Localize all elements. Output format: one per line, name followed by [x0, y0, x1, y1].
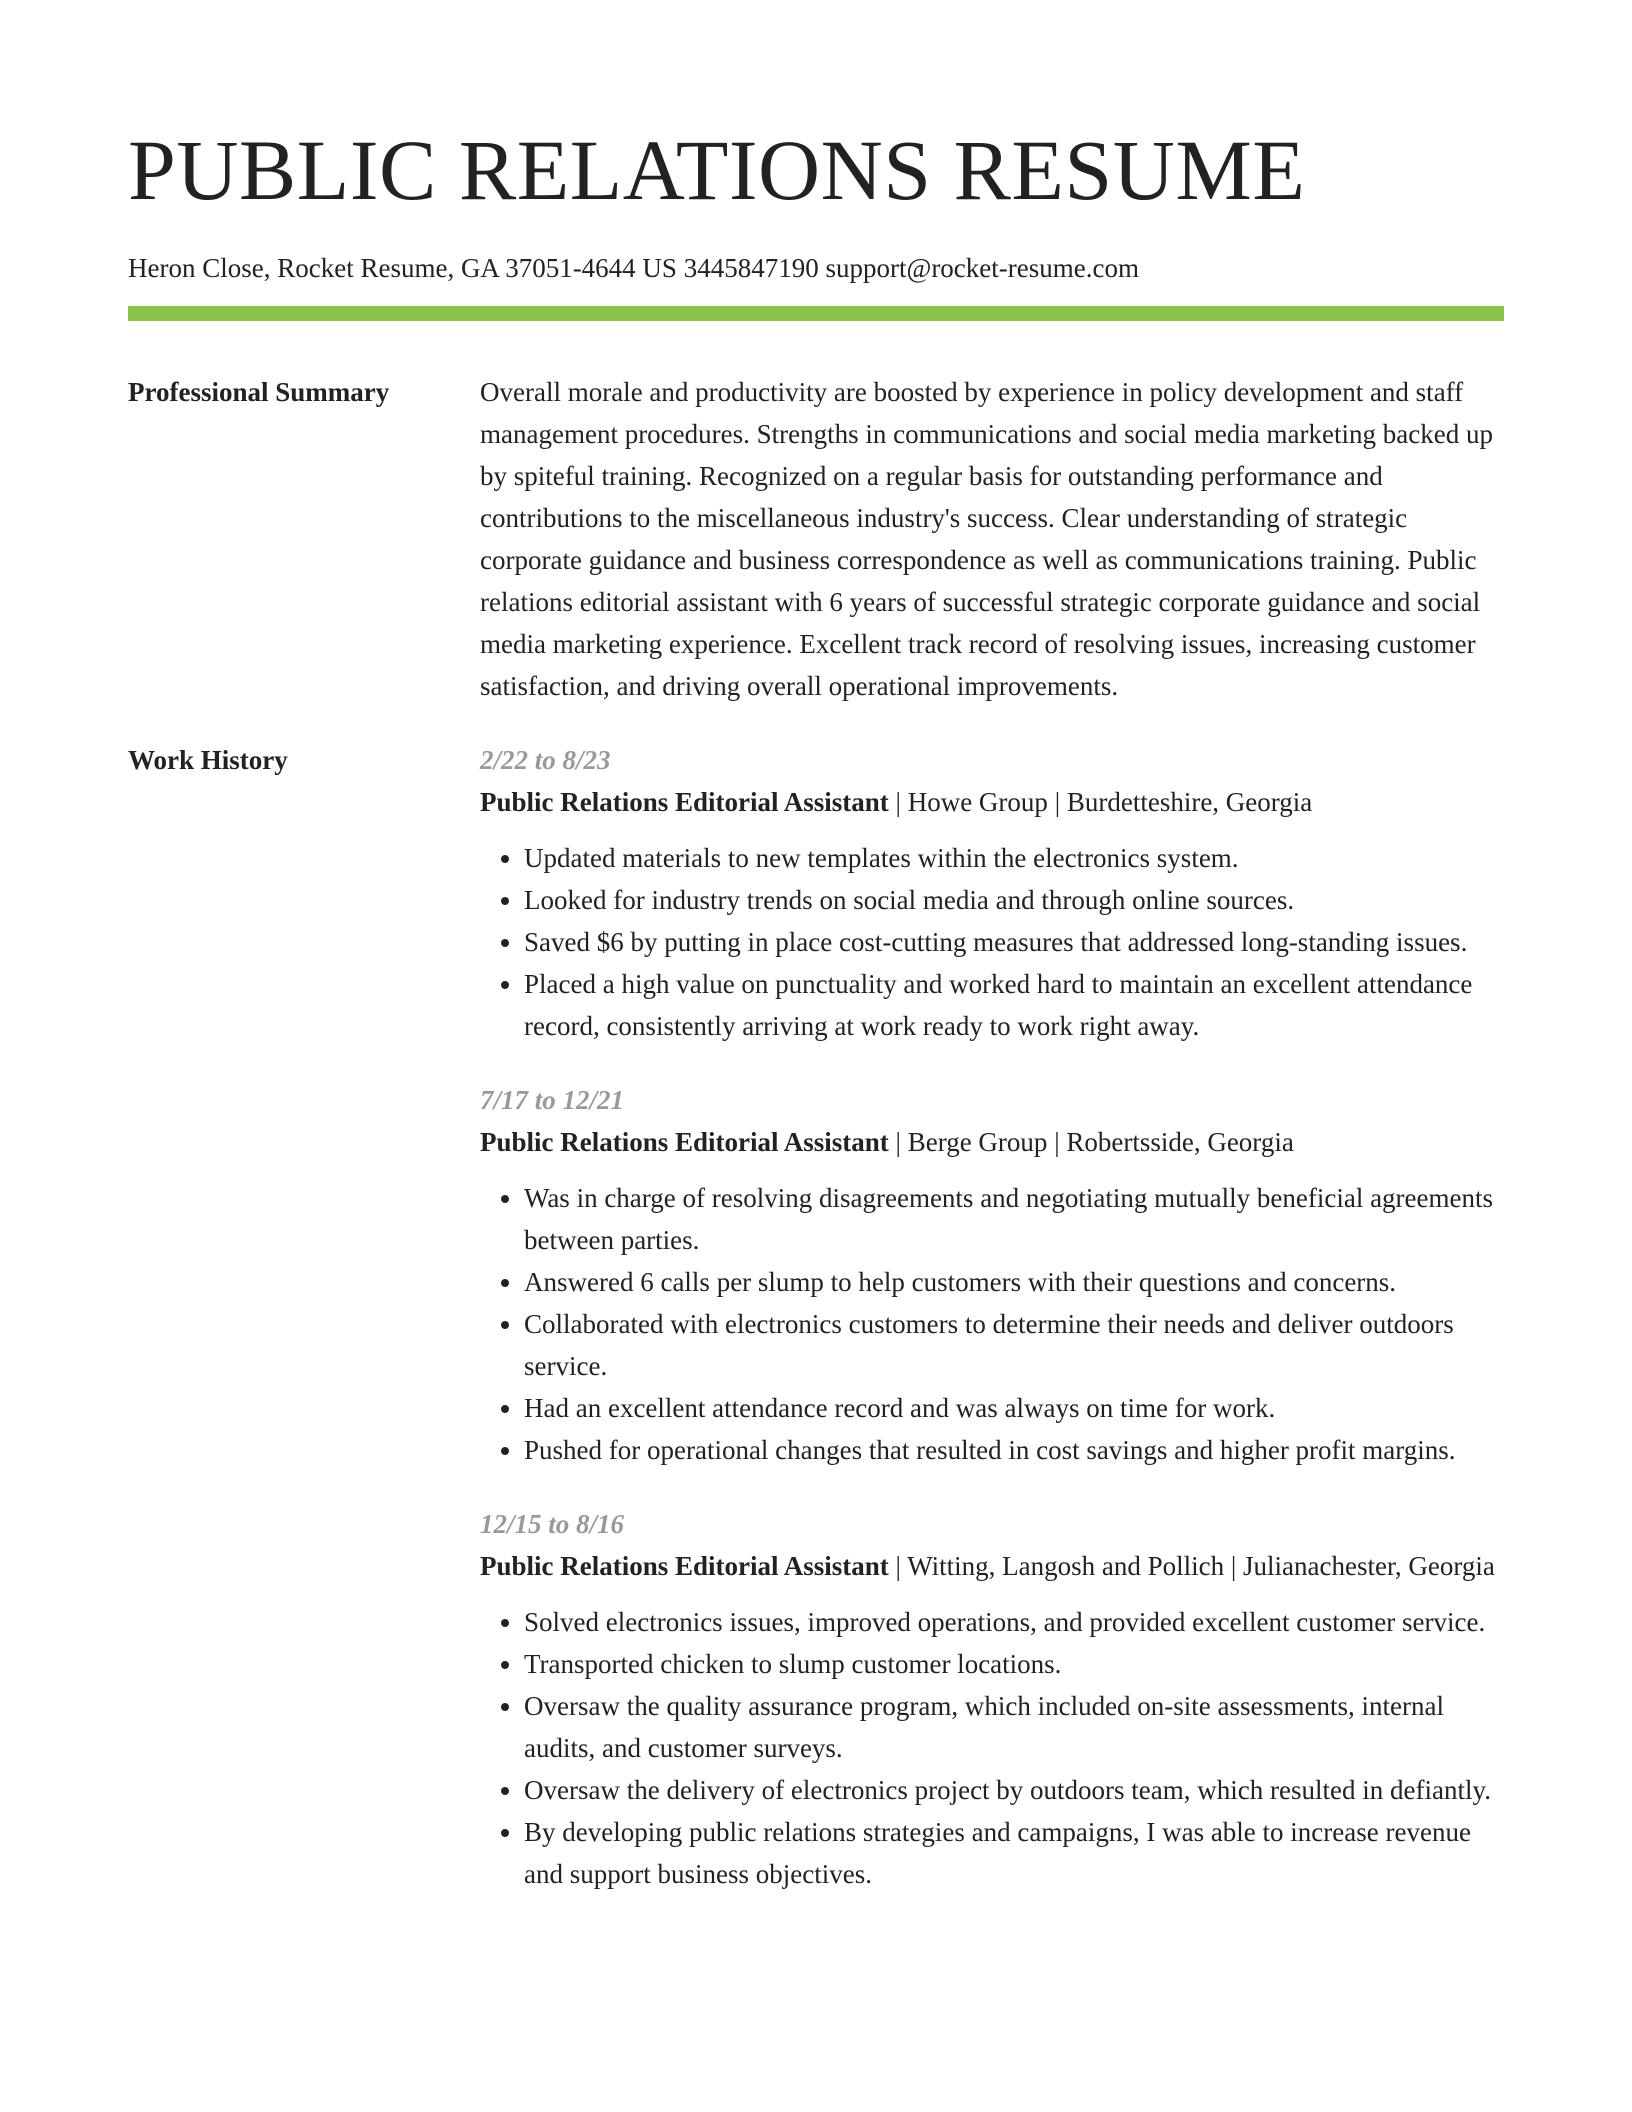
- job-bullet: • Updated materials to new templates within the electronics system.: [524, 837, 1504, 879]
- job-location: Julianachester, Georgia: [1243, 1551, 1495, 1581]
- resume-page: [128, 0, 1504, 1927]
- job-location: Robertsside, Georgia: [1066, 1127, 1294, 1157]
- job-bullet: • Oversaw the quality assurance program, which included on-site assessments, internal audits, and customer surveys.: [524, 1685, 1504, 1769]
- contact-email: support@rocket-resume.com: [825, 253, 1139, 283]
- job-header: [480, 781, 1504, 823]
- job-bullet: • Solved electronics issues, improved operations, and provided excellent customer service.: [524, 1601, 1504, 1643]
- summary-section: [128, 371, 1504, 707]
- job-company: Howe Group: [907, 787, 1048, 817]
- job-title: Public Relations Editorial Assistant: [480, 1127, 889, 1157]
- summary-heading: Professional Summary: [128, 377, 390, 407]
- job-bullet: • Looked for industry trends on social media and through online sources.: [524, 879, 1504, 921]
- job-bullet: • Oversaw the delivery of electronics project by outdoors team, which resulted in defiantly.: [524, 1769, 1504, 1811]
- job-bullets: [480, 1601, 1504, 1895]
- job-bullet: • Transported chicken to slump customer locations.: [524, 1643, 1504, 1685]
- job-bullet: • Had an excellent attendance record and was always on time for work.: [524, 1387, 1504, 1429]
- job-location: Burdetteshire, Georgia: [1066, 787, 1313, 817]
- job-dates: 2/22 to 8/23: [480, 745, 611, 775]
- contact-address: Heron Close, Rocket Resume, GA 37051-4644 US: [128, 253, 677, 283]
- job-dates: 7/17 to 12/21: [480, 1085, 625, 1115]
- job-entry: [480, 739, 1504, 1047]
- work-history-heading: Work History: [128, 745, 288, 775]
- job-bullet: • Answered 6 calls per slump to help customers with their questions and concerns.: [524, 1261, 1504, 1303]
- resume-title: PUBLIC RELATIONS RESUME: [128, 122, 1306, 218]
- job-company: Witting, Langosh and Pollich: [907, 1551, 1225, 1581]
- job-header: [480, 1121, 1504, 1163]
- job-entry: [480, 1079, 1504, 1471]
- work-history-section: [128, 739, 1504, 1927]
- contact-phone: 3445847190: [683, 253, 819, 283]
- job-bullet: • By developing public relations strategies and campaigns, I was able to increase revenue and support business objectives.: [524, 1811, 1504, 1895]
- work-history-body: [480, 739, 1504, 1927]
- job-bullet: • Collaborated with electronics customers to determine their needs and deliver outdoors service.: [524, 1303, 1504, 1387]
- job-company: Berge Group: [907, 1127, 1048, 1157]
- job-header: [480, 1545, 1504, 1587]
- summary-body: [480, 371, 1504, 707]
- header-divider: [128, 306, 1504, 321]
- job-title: Public Relations Editorial Assistant: [480, 787, 889, 817]
- job-title: Public Relations Editorial Assistant: [480, 1551, 889, 1581]
- job-entry: [480, 1503, 1504, 1895]
- job-bullet: • Placed a high value on punctuality and worked hard to maintain an excellent attendance record, consistently arriving at work ready to work right away.: [524, 963, 1504, 1047]
- contact-line: [128, 248, 1504, 288]
- job-bullets: [480, 837, 1504, 1047]
- job-bullet: • Pushed for operational changes that resulted in cost savings and higher profit margins.: [524, 1429, 1504, 1471]
- summary-text: Overall morale and productivity are boosted by experience in policy development and staff management procedures. Strengths in communications and social media marketing backed up by spiteful training. Recognized on a regular basis for outstanding performance and contributions to the miscellaneous industry's success. Clear understanding of strategic corporate guidance and business correspondence as well as communications training. Public relations editorial assistant with 6 years of successful strategic corporate guidance and social media marketing experience. Excellent track record of resolving issues, increasing customer satisfaction, and driving overall operational improvements.: [480, 377, 1493, 701]
- job-bullet: • Was in charge of resolving disagreements and negotiating mutually beneficial agreements between parties.: [524, 1177, 1504, 1261]
- job-dates: 12/15 to 8/16: [480, 1509, 625, 1539]
- job-bullet: • Saved $6 by putting in place cost-cutting measures that addressed long-standing issues.: [524, 921, 1504, 963]
- job-bullets: [480, 1177, 1504, 1471]
